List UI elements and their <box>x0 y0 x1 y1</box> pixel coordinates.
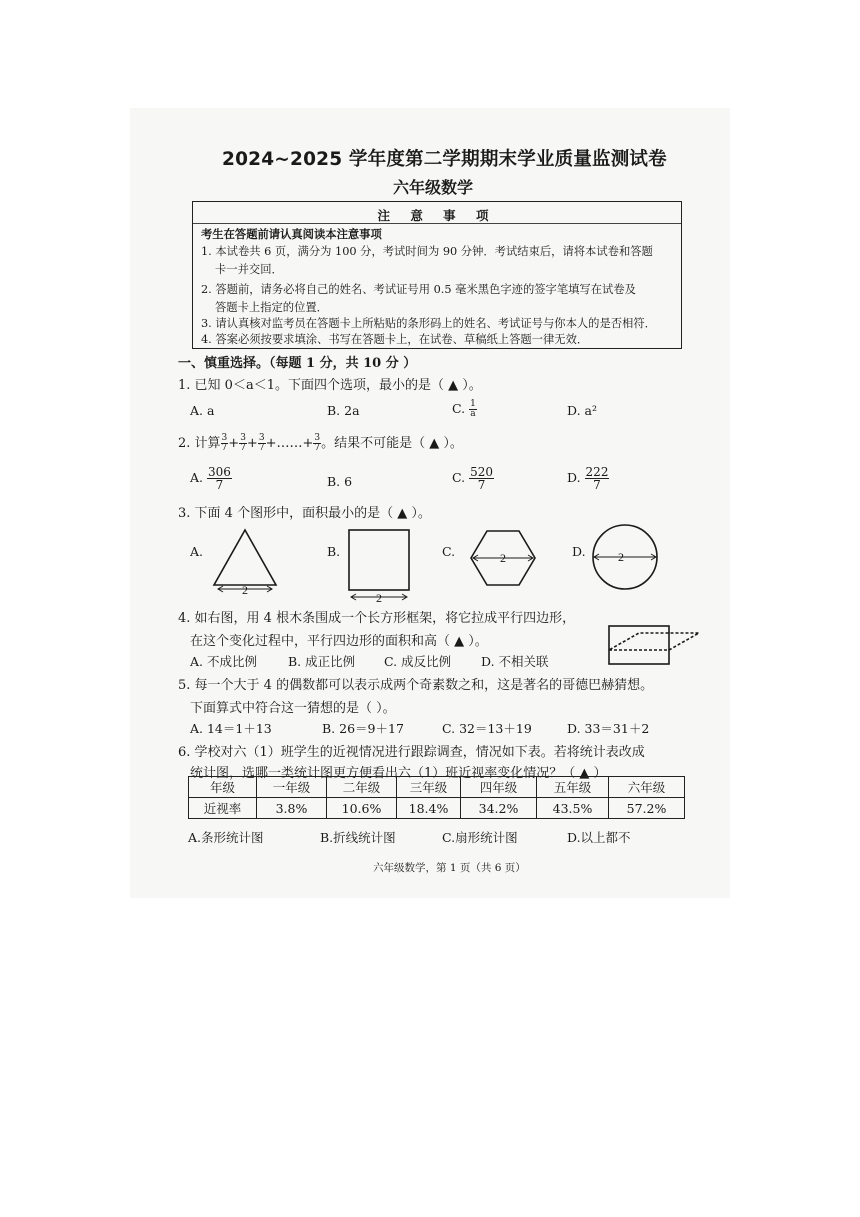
fraction-denominator: 7 <box>221 443 228 453</box>
square-shape <box>349 530 409 590</box>
fraction-numerator: 3 <box>314 433 321 443</box>
question-3-stem: 3. 下面 4 个图形中，面积最小的是（ ▲ ）。 <box>178 506 431 521</box>
table-cell: 43.5% <box>537 798 609 819</box>
q3-option-a-label: A. <box>190 544 204 559</box>
notice-item: 答题卡上指定的位置． <box>215 301 328 314</box>
question-5-line2: 下面算式中符合这一猜想的是（ ）。 <box>190 701 396 716</box>
triangle-shape <box>214 530 276 585</box>
q2-suffix: 。结果不可能是（ ▲ ）。 <box>321 436 463 451</box>
q3-option-c-label: C. <box>442 544 456 559</box>
circle-dimension: 2 <box>618 550 624 564</box>
fraction-numerator: 306 <box>208 465 231 479</box>
fraction-denominator: 7 <box>593 478 601 492</box>
table-header-row <box>189 777 685 798</box>
myopia-rate-table <box>188 776 685 819</box>
fraction-denominator: 7 <box>215 478 224 492</box>
q5-option-a: A. 14＝1＋13 <box>190 721 272 736</box>
plus-sign: + <box>246 436 258 451</box>
q4-option-d: D. 不相关联 <box>481 654 549 669</box>
q5-option-b: B. 26＝9＋17 <box>322 721 404 736</box>
q3-option-d-label: D. <box>572 544 586 559</box>
fraction-numerator: 3 <box>258 433 265 443</box>
q5-option-c: C. 32＝13＋19 <box>442 721 532 736</box>
q6-option-a: A.条形统计图 <box>188 830 264 845</box>
fraction-numerator: 222 <box>585 465 609 479</box>
fraction-numerator: 3 <box>240 433 246 443</box>
q3-option-b-label: B. <box>327 544 341 559</box>
q5-option-d: D. 33＝31＋2 <box>567 721 650 736</box>
triangle-dimension: 2 <box>242 583 248 597</box>
notice-title: 注 意 事 项 <box>377 208 497 223</box>
q2-prefix: 2. 计算 <box>178 436 221 451</box>
fraction-numerator: 3 <box>221 433 228 443</box>
notice-item: 4. 答案必须按要求填涂、书写在答题卡上，在试卷、草稿纸上答题一律无效． <box>201 333 589 346</box>
q4-option-b: B. 成正比例 <box>288 654 356 669</box>
notice-intro: 考生在答题前请认真阅读本注意事项 <box>201 227 382 241</box>
section-heading: 一、慎重选择。（每题 1 分，共 10 分 ） <box>178 356 417 371</box>
table-cell: 二年级 <box>327 777 397 798</box>
table-cell: 五年级 <box>537 777 609 798</box>
table-cell: 34.2% <box>461 798 537 819</box>
rectangle-frame <box>609 626 669 664</box>
table-row <box>189 798 685 819</box>
question-4-line1: 4. 如右图，用 4 根木条围成一个长方形框架，将它拉成平行四边形， <box>178 611 576 626</box>
page-footer: 六年级数学，第 1 页（共 6 页） <box>373 862 526 874</box>
notice-item: 1. 本试卷共 6 页，满分为 100 分，考试时间为 90 分钟．考试结束后，请将本试卷和答题 <box>201 245 653 258</box>
question-6-line1: 6. 学校对六（1）班学生的近视情况进行跟踪调查，情况如下表。若将统计表改成 <box>178 745 645 760</box>
table-cell: 一年级 <box>257 777 327 798</box>
hexagon-dimension: 2 <box>500 551 506 565</box>
option-label: A. <box>190 470 204 485</box>
option-label: D. <box>567 470 581 485</box>
fraction-numerator: 1 <box>470 399 476 409</box>
ellipsis-sum: +……+ <box>265 436 314 451</box>
table-cell: 六年级 <box>609 777 685 798</box>
fraction-numerator: 520 <box>470 465 493 479</box>
option-label: C. <box>452 470 466 485</box>
q1-option-b: B. 2a <box>327 403 360 418</box>
exam-subtitle: 六年级数学 <box>393 178 474 197</box>
table-cell: 四年级 <box>461 777 537 798</box>
exam-title: 2024~2025 学年度第二学期期末学业质量监测试卷 <box>222 149 667 170</box>
table-cell: 18.4% <box>397 798 461 819</box>
table-cell: 57.2% <box>609 798 685 819</box>
notice-item: 2. 答题前，请务必将自己的姓名、考试证号用 0.5 毫米黑色字迹的签字笔填写在试卷及 <box>201 283 636 296</box>
q1-option-c-label: C. <box>452 401 466 416</box>
q4-option-a: A. 不成比例 <box>190 654 257 669</box>
q2-option-b: B. 6 <box>327 474 353 489</box>
q1-option-a: A. a <box>190 403 215 418</box>
q6-option-b: B.折线统计图 <box>320 830 396 845</box>
question-5-line1: 5. 每一个大于 4 的偶数都可以表示成两个奇素数之和，这是著名的哥德巴赫猜想。 <box>178 678 654 693</box>
q6-option-c: C.扇形统计图 <box>442 830 518 845</box>
table-cell: 近视率 <box>189 798 257 819</box>
table-cell: 年级 <box>189 777 257 798</box>
notice-item: 3. 请认真核对监考员在答题卡上所粘贴的条形码上的姓名、考试证号与你本人的是否相符． <box>201 317 656 330</box>
question-1-stem: 1. 已知 0＜a＜1。下面四个选项，最小的是（ ▲ ）。 <box>178 378 482 393</box>
q6-option-d: D.以上都不 <box>567 830 631 845</box>
question-6-line2: 统计图，选哪一类统计图更方便看出六（1）班近视率变化情况？（ ▲ ） <box>190 766 607 781</box>
parallelogram-frame <box>609 633 699 650</box>
fraction-denominator: a <box>470 409 476 419</box>
q4-option-c: C. 成反比例 <box>384 654 452 669</box>
table-cell: 3.8% <box>257 798 327 819</box>
q1-option-d: D. a² <box>567 403 597 418</box>
fraction-denominator: 7 <box>240 443 246 453</box>
fraction-denominator: 7 <box>314 443 321 453</box>
square-dimension: 2 <box>376 591 382 605</box>
fraction-denominator: 7 <box>477 478 486 492</box>
notice-item: 卡一并交回． <box>215 263 283 276</box>
plus-sign: + <box>228 436 240 451</box>
table-cell: 三年级 <box>397 777 461 798</box>
fraction-denominator: 7 <box>258 443 265 453</box>
table-cell: 10.6% <box>327 798 397 819</box>
question-4-line2: 在这个变化过程中，平行四边形的面积和高（ ▲ ）。 <box>190 634 488 649</box>
